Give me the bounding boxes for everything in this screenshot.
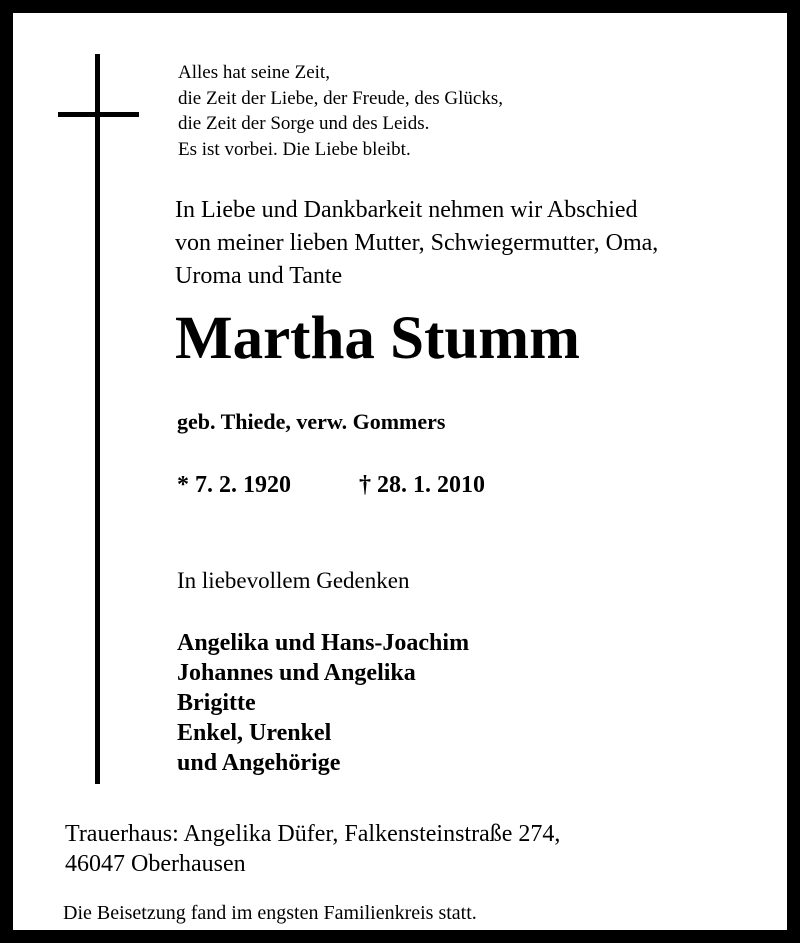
deceased-name: Martha Stumm [175,305,580,372]
cross-vertical-bar [95,54,100,784]
intro-line: von meiner lieben Mutter, Schwiegermutter, Oma, [175,230,659,256]
address-line: Trauerhaus: Angelika Düfer, Falkensteinstraße 274, [65,821,561,847]
mourner: und Angehörige [177,750,341,776]
mourner: Enkel, Urenkel [177,720,332,746]
obituary-notice [13,13,787,930]
poem [178,60,503,162]
poem-line: Es ist vorbei. Die Liebe bleibt. [178,138,411,160]
burial-note: Die Beisetzung fand im engsten Familienkreis statt. [63,902,477,924]
farewell-intro [175,194,658,293]
birth-date: * 7. 2. 1920 [177,472,291,498]
mourner: Johannes und Angelika [177,660,416,686]
memory-line: In liebevollem Gedenken [177,568,410,593]
poem-line: die Zeit der Sorge und des Leids. [178,113,430,134]
mourner: Angelika und Hans-Joachim [177,630,470,656]
life-dates [177,472,485,499]
mourning-house-address [65,819,560,879]
birth-name: geb. Thiede, verw. Gommers [177,409,446,434]
mourner: Brigitte [177,690,256,716]
poem-line: Alles hat seine Zeit, [178,62,330,83]
cross-horizontal-bar [58,112,139,117]
death-date: † 28. 1. 2010 [359,472,485,498]
poem-line: die Zeit der Liebe, der Freude, des Glücks, [178,87,503,109]
address-line: 46047 Oberhausen [65,851,246,877]
mourners-list [177,628,469,778]
intro-line: In Liebe und Dankbarkeit nehmen wir Abschied [175,197,638,223]
intro-line: Uroma und Tante [175,263,343,289]
